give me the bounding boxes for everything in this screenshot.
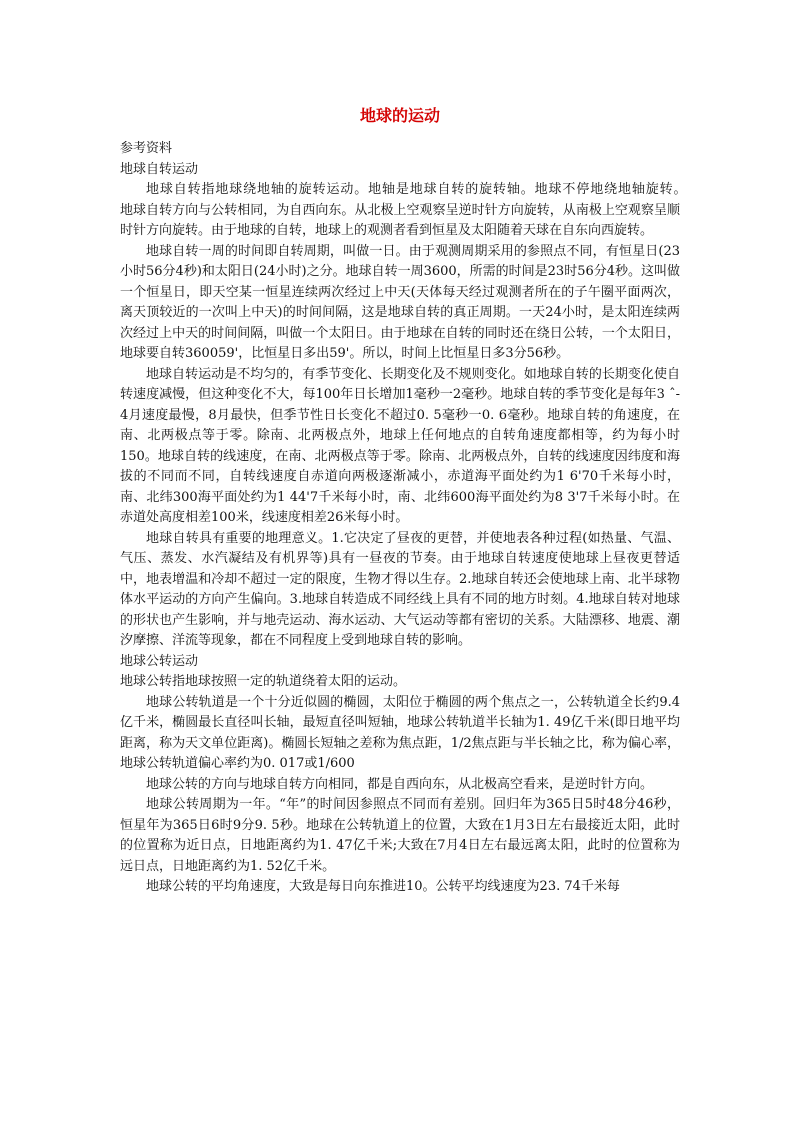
paragraph: 地球公转周期为一年。“年”的时间因参照点不同而有差别。回归年为365日5时48分46秒，恒星年为365日6时9分9. 5秒。地球在公转轨道上的位置，大致在1月3日左右最接近太阳，此时的位置称为近日点，日地距离约为1. 47亿千米;大致在7月4日左右最远离太阳，此时的位置称为远日点，日地距离约为1. 52亿千米。	[120, 797, 680, 874]
document-page	[120, 100, 707, 898]
paragraph: 地球自转运动是不均匀的，有季节变化、长期变化及不规则变化。如地球自转的长期变化使自转速度减慢，但这种变化不大，每100年日长增加1毫秒一2毫秒。地球自转的季节变化是每年3 ˆ- 4月速度最慢，8月最快，但季节性日长变化不超过0. 5毫秒一0. 6毫秒。地球自转的角速度，在南、北两极点等于零。除南、北两极点外，地球上任何地点的自转角速度都相等，约为每小时150。地球自转的线速度，在南、北两极点等于零。除南、北两极点外，自转的线速度因纬度和海拔的不同而不同，自转线速度自赤道向两极逐渐减小，赤道海平面处约为1 6'70千米每小时，南、北纬300海平面处约为1 44'7千米每小时，南、北纬600海平面处约为8 3'7千米每小时。在赤道处高度相差100米，线速度相差26米每小时。	[120, 366, 680, 525]
paragraph: 地球公转的平均角速度，大致是每日向东推进10。公转平均线速度为23. 74千米每	[146, 879, 620, 894]
paragraph: 地球公转指地球按照一定的轨道绕着太阳的运动。	[120, 674, 407, 689]
paragraph: 地球自转指地球绕地轴的旋转运动。地轴是地球自转的旋转轴。地球不停地绕地轴旋转。 地球自转方向与公转相同，为自西向东。从北极上空观察呈逆时针方向旋转，从南极上空观察呈顺时针方向旋转。由于地球的自转，地球上的观测者看到恒星及太阳随着天球在自东向西旋转。	[120, 182, 707, 238]
section-heading-rotation: 地球自转运动	[120, 161, 199, 177]
reference-label: 参考资料	[120, 141, 173, 156]
paragraph: 地球自转一周的时间即自转周期，叫做一日。由于观测周期采用的参照点不同，有恒星日(23小时56分4秒)和太阳日(24小时)之分。地球自转一周3600，所需的时间是23时56分4秒。这叫做一个恒星日，即天空某一恒星连续两次经过上中天(天体每天经过观测者所在的子午圈平面两次，离天顶较近的一次叫上中天)的时间间隔，这是地球自转的真正周期。一天24小时，是太阳连续两次经过上中天的时间间隔，叫做一个太阳日。由于地球在自转的同时还在绕日公转，一个太阳日，地球要自转360059'，比恒星日多出59'。所以，时间上比恒星日多3分56秒。	[120, 243, 681, 361]
paragraph: 地球公转轨道是一个十分近似圆的椭圆，太阳位于椭圆的两个焦点之一，公转轨道全长约9.4亿千米，椭圆最长直径叫长轴，最短直径叫短轴，地球公转轨道半长轴为1. 49亿千米(即日地平均距离，称为天文单位距离)。椭圆长短轴之差称为焦点距，1/2焦点距与半长轴之比，称为偏心率，地球公转轨道偏心率约为0. 017或1/600	[120, 694, 680, 771]
document-title: 地球的运动	[359, 106, 440, 125]
paragraph: 地球自转具有重要的地理意义。1.它决定了昼夜的更替，并使地表各种过程(如热量、气温、气压、蒸发、水汽凝结及有机界等)具有一昼夜的节奏。由于地球自转速度使地球上昼夜更替适中，地表增温和冷却不超过一定的限度，生物才得以生存。2.地球自转还会使地球上南、北半球物体水平运动的方向产生偏向。3.地球自转造成不同经线上具有不同的地方时刻。4.地球自转对地球的形状也产生影响，并与地壳运动、海水运动、大气运动等都有密切的关系。大陆漂移、地震、潮汐摩擦、洋流等现象，都在不同程度上受到地球自转的影响。	[120, 530, 680, 648]
section-heading-revolution: 地球公转运动	[120, 653, 199, 669]
paragraph: 地球公转的方向与地球自转方向相同，都是自西向东，从北极高空看来，是逆时针方向。	[146, 776, 654, 792]
